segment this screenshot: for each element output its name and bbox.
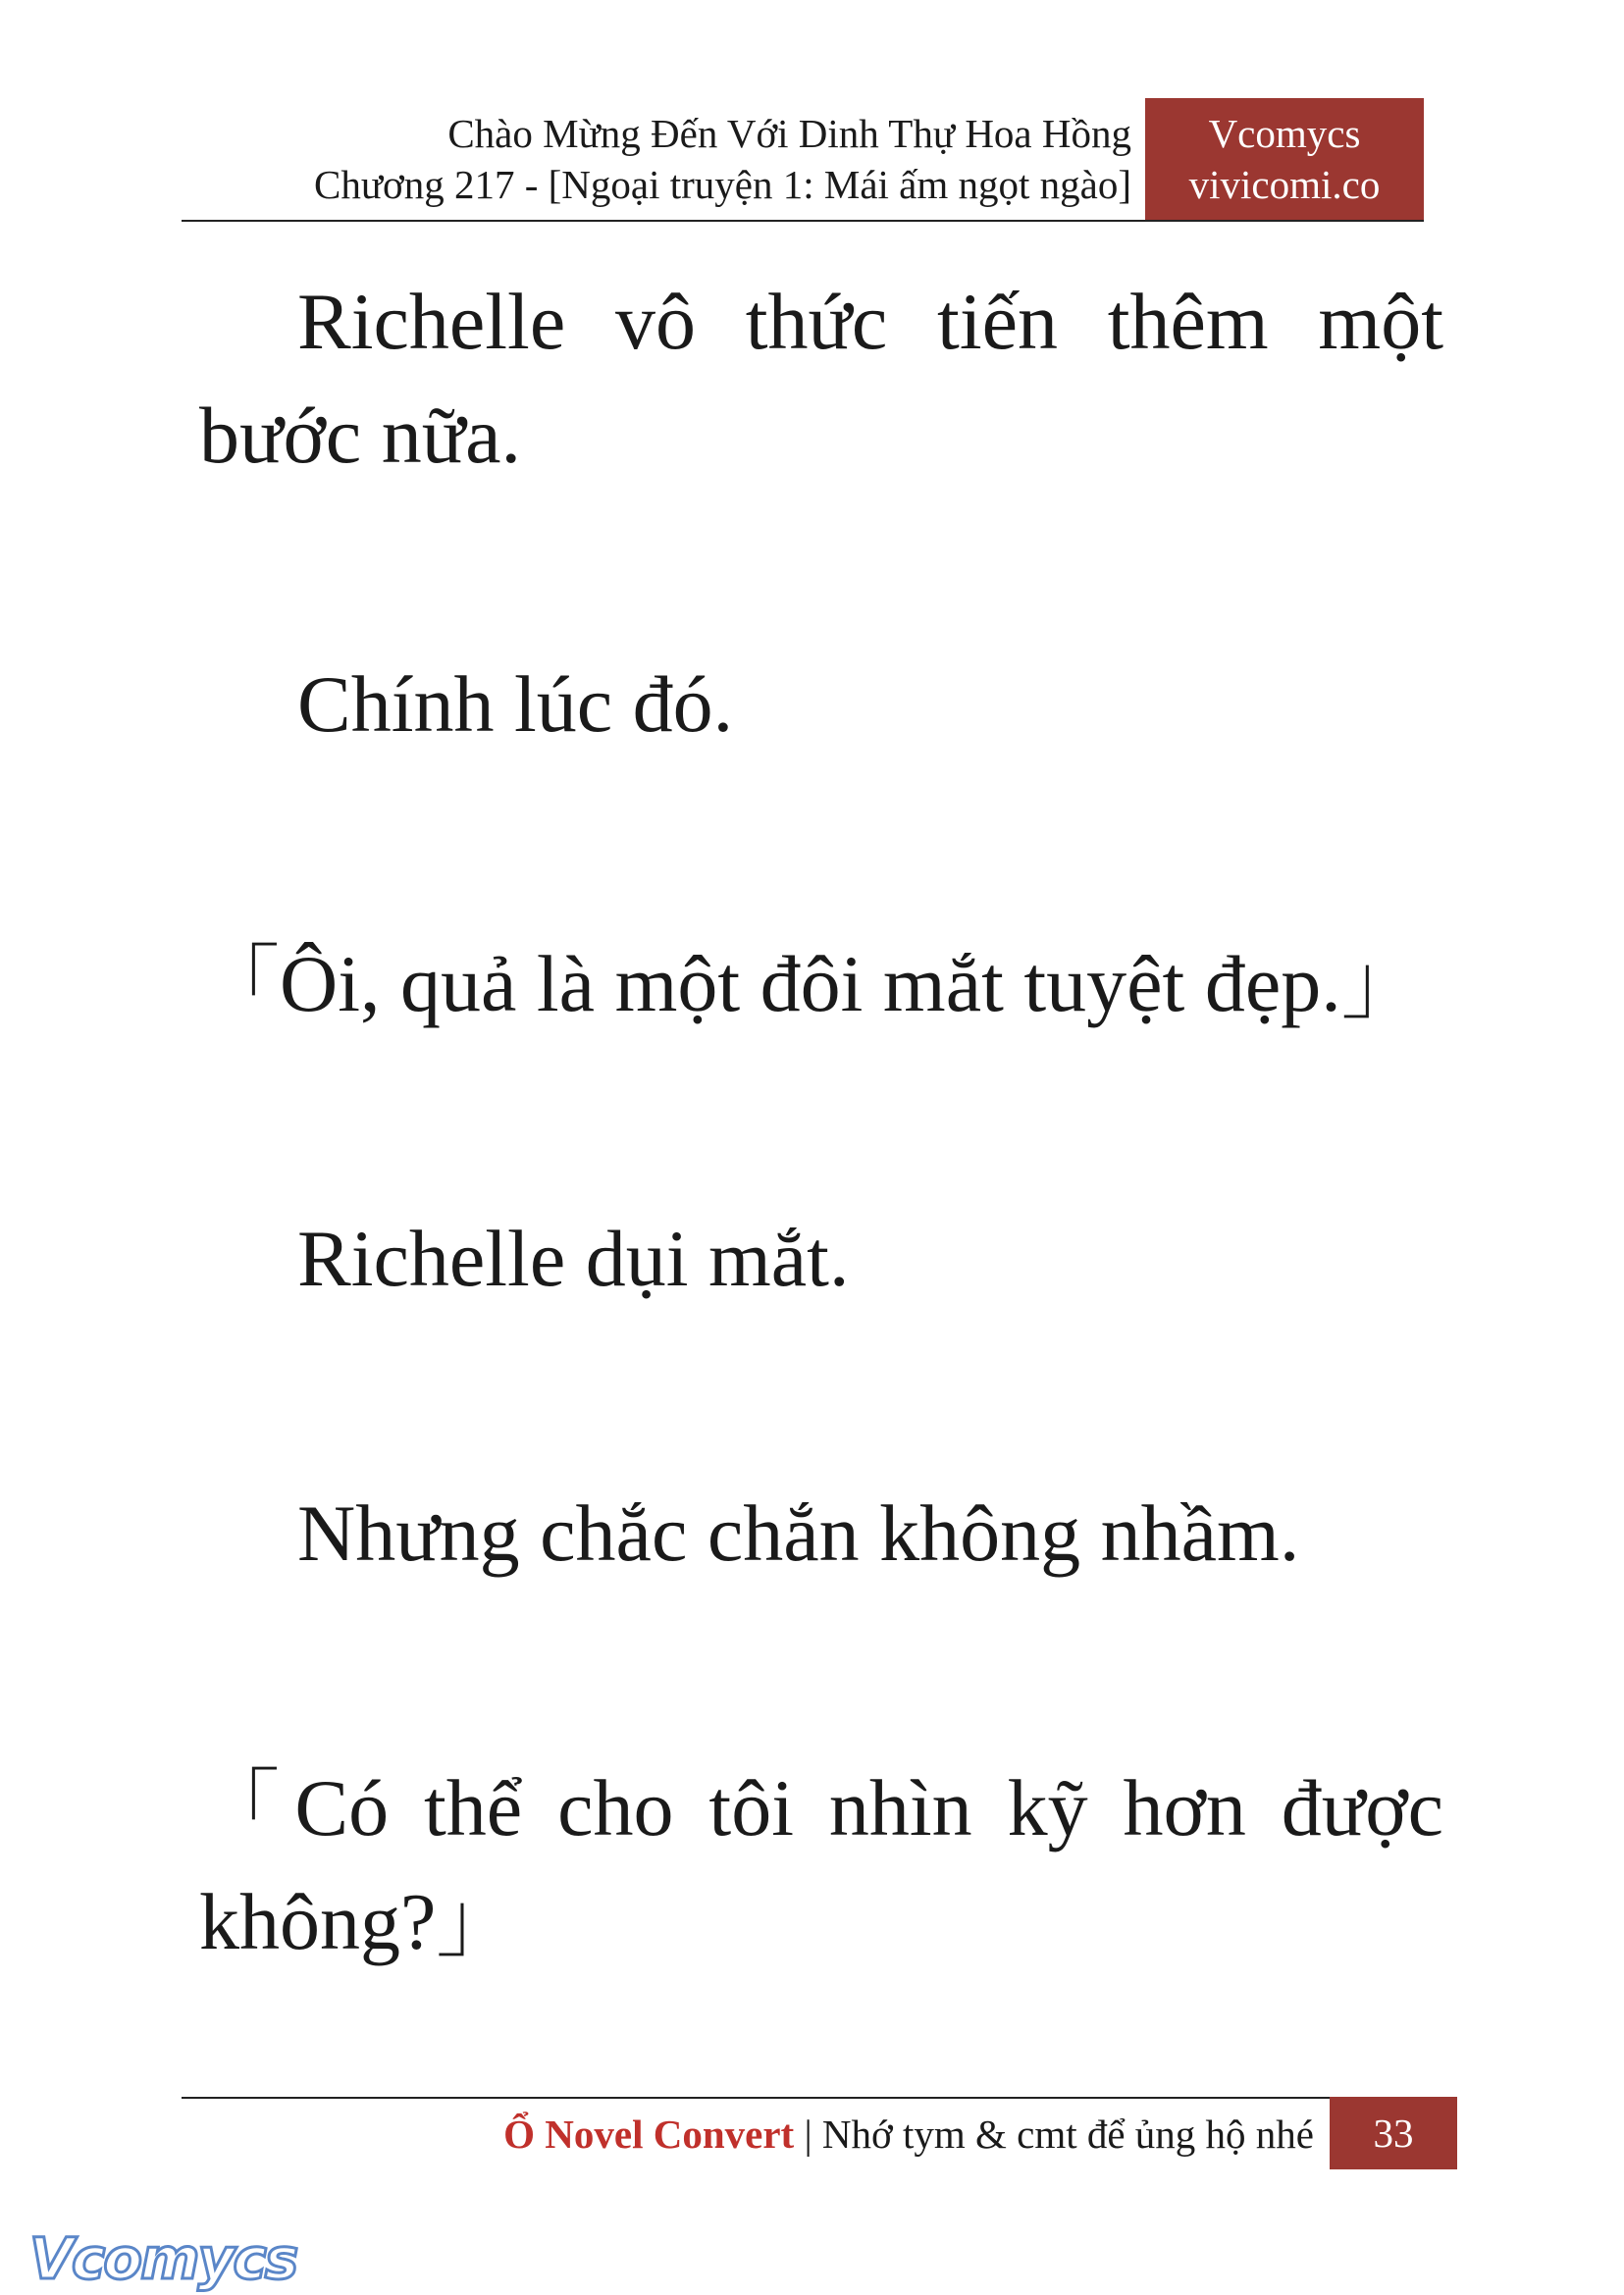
footer-credits [503,2105,1314,2164]
footer-brand: Ổ Novel Convert [503,2112,795,2157]
dialogue-paragraph: 「Có thể cho tôi nhìn kỹ hơn được không?」 [199,1763,1443,1966]
brand-name: Vcomycs [1208,111,1361,156]
chapter-title: Chương 217 - [Ngoại truyện 1: Mái ấm ngọt ngào] [313,162,1131,207]
book-title: Chào Mừng Đến Với Dinh Thự Hoa Hồng [447,111,1131,156]
paragraph: Richelle dụi mắt. [297,1214,850,1303]
page-header [182,98,1424,220]
footer-separator: | [804,2112,812,2157]
paragraph: Richelle vô thức tiến thêm một bước nữa. [199,277,1443,480]
brand-site: vivicomi.co [1188,162,1381,207]
footer-message: Nhớ tym & cmt để ủng hộ nhé [821,2112,1314,2157]
footer-divider [182,2097,1330,2099]
brand-badge [1145,98,1424,220]
watermark-logo: Vcomycs [29,2225,297,2292]
header-divider [182,220,1424,222]
paragraph: Chính lúc đó. [297,659,734,749]
paragraph: Nhưng chắc chắn không nhầm. [297,1488,1300,1578]
dialogue-paragraph: 「Ôi, quả là một đôi mắt tuyệt đẹp.」 [199,939,1422,1028]
header-title-block [314,98,1131,220]
page-number: 33 [1330,2097,1457,2169]
